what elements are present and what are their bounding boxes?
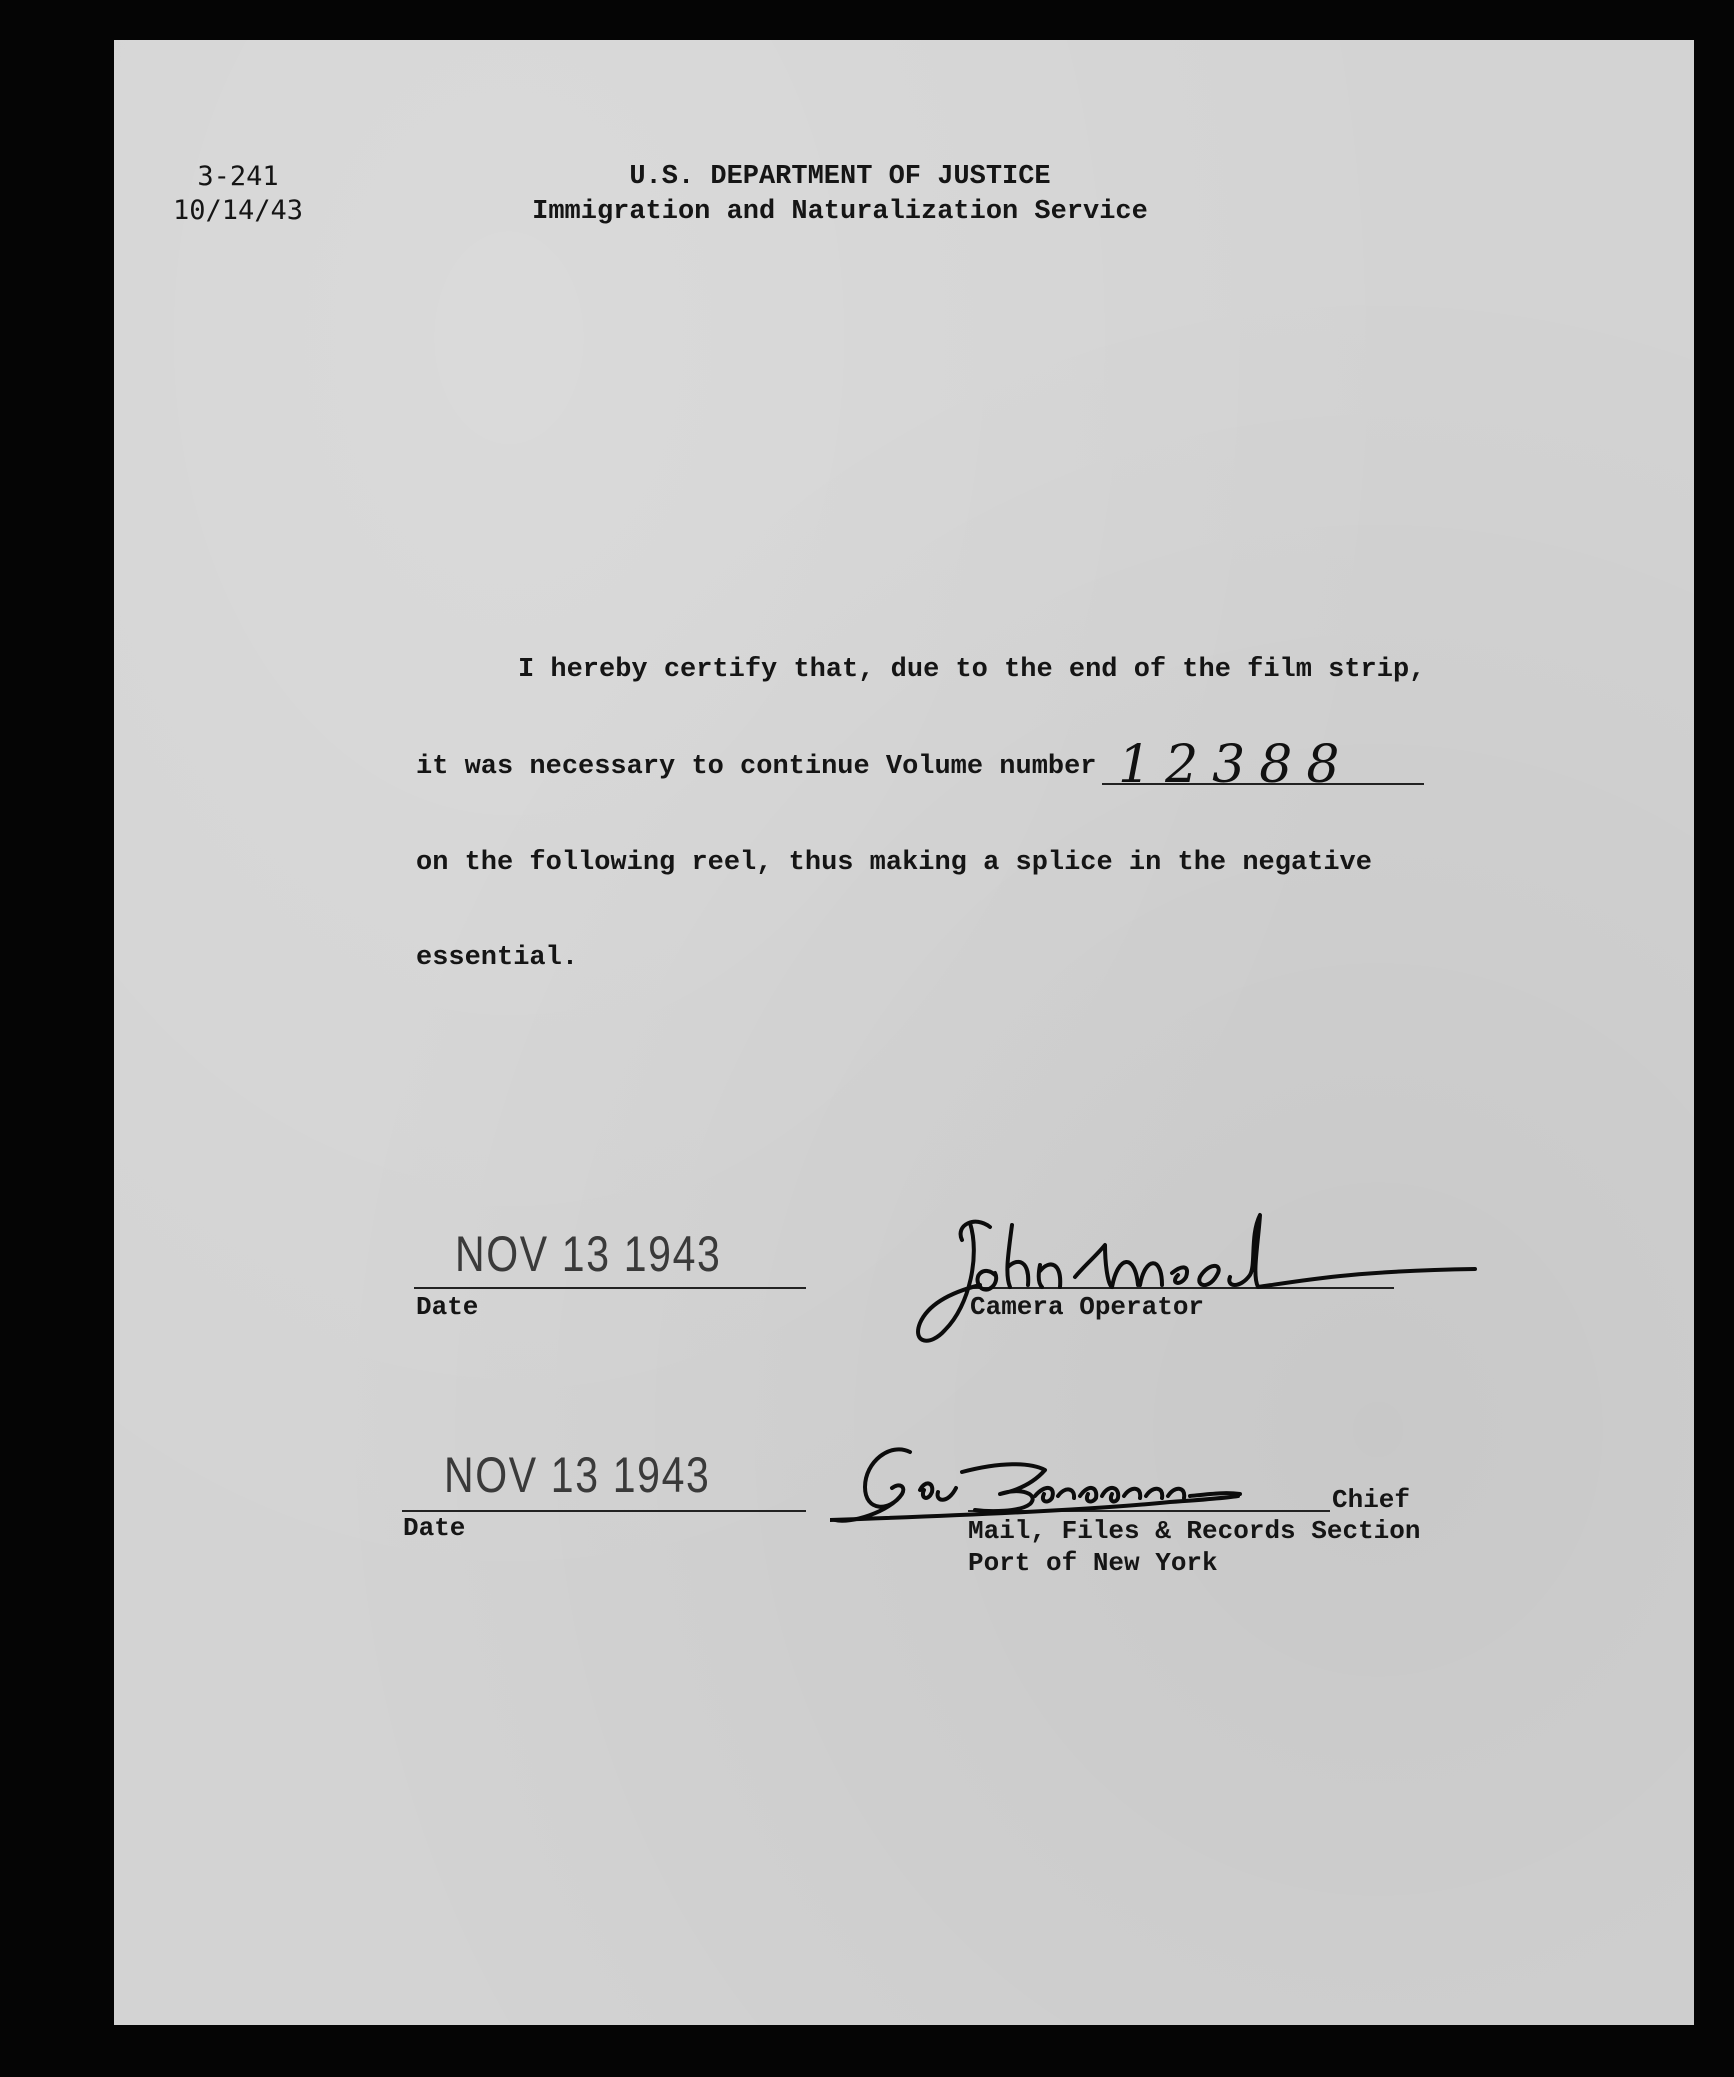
certification-line-4: essential. bbox=[416, 943, 579, 973]
operator-date-line bbox=[414, 1287, 806, 1289]
certification-line-2: it was necessary to continue Volume number bbox=[416, 752, 1097, 782]
certification-line-3: on the following reel, thus making a splice in the negative bbox=[416, 848, 1372, 878]
form-number: 3-241 bbox=[197, 161, 279, 192]
form-code bbox=[173, 160, 303, 228]
document-sheet bbox=[114, 40, 1694, 2025]
operator-signature bbox=[900, 1195, 1500, 1355]
chief-date-line bbox=[402, 1510, 806, 1512]
chief-title-port: Port of New York bbox=[968, 1548, 1218, 1578]
form-date: 10/14/43 bbox=[173, 195, 304, 226]
chief-title-section: Mail, Files & Records Section bbox=[968, 1516, 1421, 1546]
chief-date-label: Date bbox=[403, 1513, 466, 1543]
department-name: U.S. DEPARTMENT OF JUSTICE bbox=[629, 162, 1051, 192]
chief-date-stamp: NOV 13 1943 bbox=[444, 1447, 711, 1503]
operator-title: Camera Operator bbox=[970, 1292, 1205, 1322]
certification-line-1: I hereby certify that, due to the end of the film strip, bbox=[518, 655, 1426, 685]
volume-number-handwritten: 12388 bbox=[1118, 735, 1354, 795]
agency-header bbox=[340, 160, 1340, 230]
operator-date-label: Date bbox=[416, 1292, 479, 1322]
operator-date-stamp: NOV 13 1943 bbox=[455, 1226, 722, 1282]
chief-title: Chief bbox=[1332, 1485, 1411, 1515]
service-name: Immigration and Naturalization Service bbox=[532, 197, 1148, 227]
